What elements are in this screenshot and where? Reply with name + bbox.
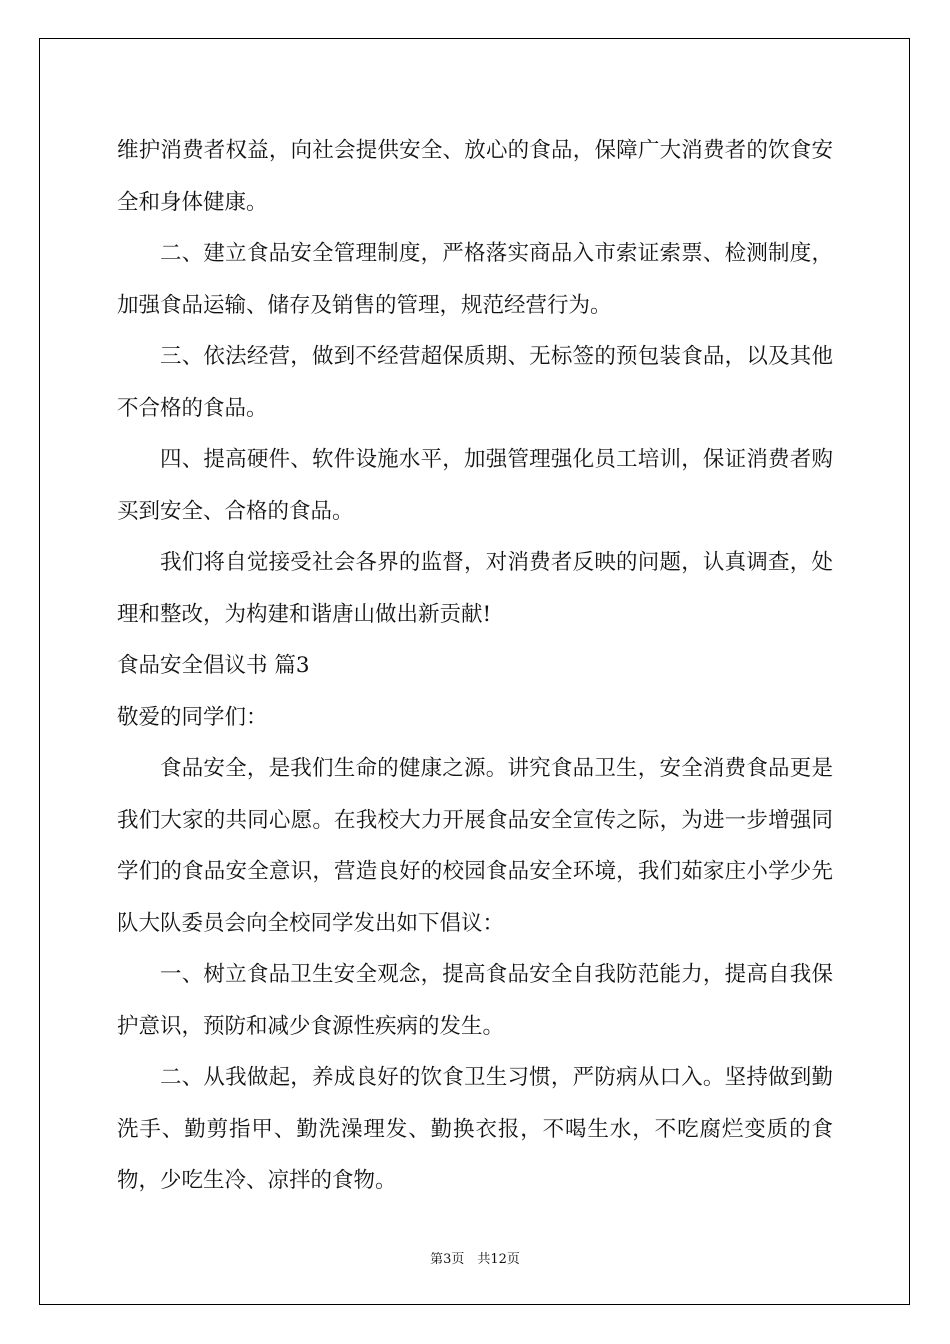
- paragraph-1: 维护消费者权益，向社会提供安全、放心的食品，保障广大消费者的饮食安全和身体健康。: [117, 138, 833, 215]
- page-footer: 第3页 共12页: [430, 1252, 520, 1267]
- paragraph-4: 四、提高硬件、软件设施水平，加强管理强化员工培训，保证消费者购买到安全、合格的食品。: [117, 447, 833, 524]
- salutation: 敬爱的同学们：: [117, 704, 268, 730]
- paragraph-10: 二、从我做起，养成良好的饮食卫生习惯，严防病从口入。坚持做到勤洗手、勤剪指甲、勤洗澡理发、勤换衣报，不喝生水，不吃腐烂变质的食物，少吃生冷、凉拌的食物。: [117, 1065, 833, 1193]
- paragraph-5: 我们将自觉接受社会各界的监督，对消费者反映的问题，认真调查，处理和整改，为构建和谐唐山做出新贡献!: [117, 550, 833, 627]
- paragraph-9: 一、树立食品卫生安全观念，提高食品安全自我防范能力，提高自我保护意识，预防和减少食源性疾病的发生。: [117, 962, 833, 1039]
- paragraph-3: 三、依法经营，做到不经营超保质期、无标签的预包装食品，以及其他不合格的食品。: [117, 344, 833, 421]
- paragraph-2: 二、建立食品安全管理制度，严格落实商品入市索证索票、检测制度，加强食品运输、储存及销售的管理，规范经营行为。: [117, 241, 833, 318]
- paragraph-8: 食品安全，是我们生命的健康之源。讲究食品卫生，安全消费食品更是我们大家的共同心愿。在我校大力开展食品安全宣传之际，为进一步增强同学们的食品安全意识，营造良好的校园食品安全环境，我们茹家庄小学少先队大队委员会向全校同学发出如下倡议：: [117, 756, 833, 936]
- document-body: [117, 125, 833, 1207]
- section-title: 食品安全倡议书 篇3: [117, 653, 310, 678]
